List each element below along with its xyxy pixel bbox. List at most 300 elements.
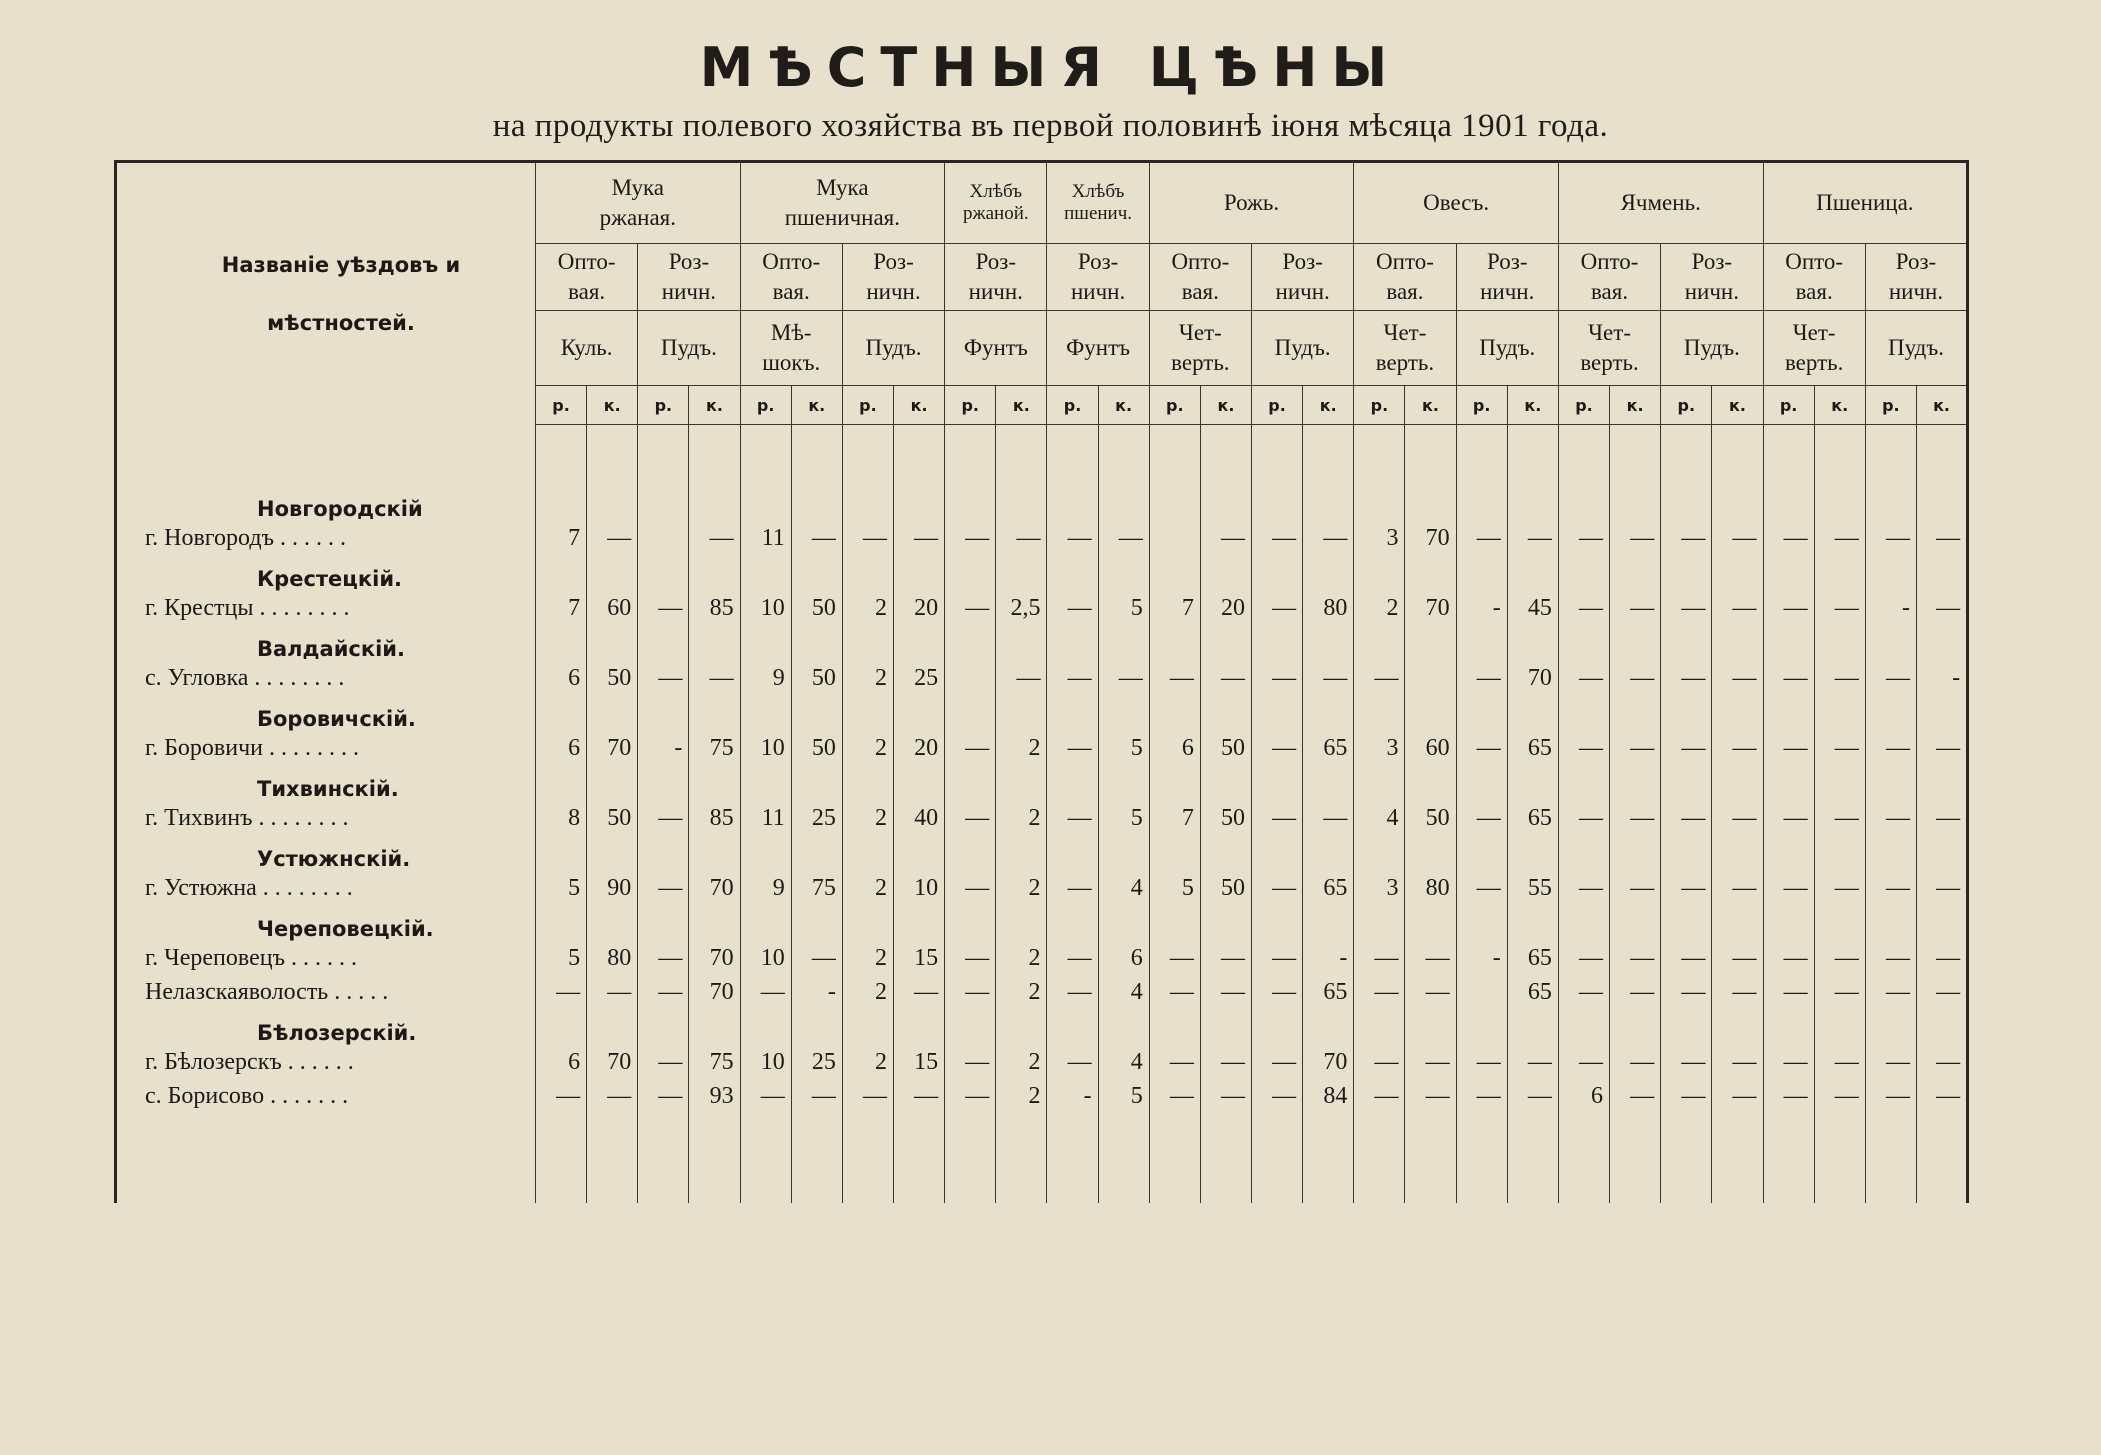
empty-cell: [536, 425, 587, 486]
empty-cell: [1405, 1009, 1456, 1045]
empty-cell: [1354, 425, 1405, 486]
empty-cell: [894, 425, 945, 486]
empty-cell: [945, 555, 996, 591]
price-cell: —: [1661, 975, 1712, 1009]
empty-cell: [740, 1009, 791, 1045]
empty-cell: [791, 425, 842, 486]
price-cell: —: [1303, 521, 1354, 555]
unit-header: Чет- верть.: [1149, 311, 1251, 386]
group-header: Мука ржаная.: [536, 162, 741, 244]
price-cell: —: [1252, 801, 1303, 835]
district-name: Валдайскій.: [116, 625, 536, 661]
price-cell: —: [1865, 975, 1916, 1009]
group-header: Хлѣбъ ржаной.: [945, 162, 1047, 244]
unit-header: Пудъ.: [1252, 311, 1354, 386]
price-cell: —: [996, 661, 1047, 695]
price-cell: 2: [842, 801, 893, 835]
sale-type-header: Роз- ничн.: [945, 244, 1047, 311]
district-name: Череповецкій.: [116, 905, 536, 941]
rk-header: р.: [945, 386, 996, 425]
price-cell: 80: [1405, 871, 1456, 905]
empty-cell: [1405, 555, 1456, 591]
price-cell: —: [1303, 661, 1354, 695]
empty-cell: [1814, 835, 1865, 871]
empty-cell: [1047, 1113, 1098, 1203]
empty-cell: [894, 835, 945, 871]
price-cell: 5: [1098, 801, 1149, 835]
price-cell: —: [1047, 871, 1098, 905]
empty-cell: [996, 765, 1047, 801]
empty-cell: [945, 1113, 996, 1203]
price-cell: 90: [587, 871, 638, 905]
empty-cell: [1610, 1113, 1661, 1203]
price-cell: —: [1916, 975, 1967, 1009]
price-cell: 75: [689, 1045, 740, 1079]
empty-cell: [1200, 905, 1251, 941]
empty-cell: [1507, 425, 1558, 486]
empty-cell: [1507, 555, 1558, 591]
price-cell: -: [1916, 661, 1967, 695]
empty-cell: [1098, 695, 1149, 731]
empty-cell: [1252, 835, 1303, 871]
price-cell: —: [1098, 521, 1149, 555]
price-cell: —: [1661, 941, 1712, 975]
price-cell: —: [894, 975, 945, 1009]
empty-cell: [791, 1009, 842, 1045]
empty-cell: [1200, 485, 1251, 521]
empty-cell: [1303, 485, 1354, 521]
empty-cell: [1456, 625, 1507, 661]
empty-cell: [1916, 1009, 1967, 1045]
price-cell: 70: [1507, 661, 1558, 695]
empty-cell: [1354, 695, 1405, 731]
price-cell: 5: [1098, 591, 1149, 625]
empty-cell: [996, 485, 1047, 521]
empty-cell: [996, 555, 1047, 591]
empty-cell: [1814, 425, 1865, 486]
empty-cell: [1200, 695, 1251, 731]
price-cell: —: [1712, 731, 1763, 765]
rk-header: р.: [1558, 386, 1609, 425]
spacer-cell: [116, 425, 536, 486]
price-cell: —: [1200, 521, 1251, 555]
price-cell: 2: [996, 1045, 1047, 1079]
sale-type-header: Опто- вая.: [536, 244, 638, 311]
price-cell: [1456, 975, 1507, 1009]
empty-cell: [945, 1009, 996, 1045]
price-cell: —: [689, 521, 740, 555]
empty-cell: [1558, 625, 1609, 661]
price-cell: —: [638, 941, 689, 975]
empty-cell: [1047, 695, 1098, 731]
price-cell: 4: [1354, 801, 1405, 835]
price-cell: 5: [1098, 731, 1149, 765]
empty-cell: [996, 835, 1047, 871]
price-cell: —: [1200, 975, 1251, 1009]
empty-cell: [791, 555, 842, 591]
price-cell: 6: [1098, 941, 1149, 975]
place-name: г. Боровичи . . . . . . . .: [116, 731, 536, 765]
price-cell: —: [1558, 1045, 1609, 1079]
empty-cell: [1763, 425, 1814, 486]
price-cell: —: [945, 521, 996, 555]
empty-cell: [996, 695, 1047, 731]
price-cell: —: [1047, 975, 1098, 1009]
empty-cell: [1252, 905, 1303, 941]
price-cell: —: [1507, 1079, 1558, 1113]
price-cell: -: [1303, 941, 1354, 975]
rk-header: р.: [842, 386, 893, 425]
price-cell: —: [1814, 591, 1865, 625]
price-cell: 50: [1200, 801, 1251, 835]
price-cell: —: [587, 521, 638, 555]
price-cell: 2: [996, 1079, 1047, 1113]
empty-cell: [1712, 555, 1763, 591]
price-cell: —: [1456, 1045, 1507, 1079]
price-cell: —: [791, 521, 842, 555]
price-cell: —: [1610, 661, 1661, 695]
price-cell: —: [1558, 731, 1609, 765]
empty-cell: [1405, 765, 1456, 801]
group-header: Рожь.: [1149, 162, 1354, 244]
rk-header: р.: [1661, 386, 1712, 425]
empty-cell: [1098, 905, 1149, 941]
page-title: МѢСТНЫЯ ЦѢНЫ: [699, 36, 1402, 99]
empty-cell: [1456, 835, 1507, 871]
price-cell: —: [1763, 871, 1814, 905]
price-cell: 65: [1507, 731, 1558, 765]
empty-cell: [1507, 1009, 1558, 1045]
empty-cell: [638, 1009, 689, 1045]
price-cell: —: [1149, 661, 1200, 695]
price-cell: 7: [1149, 801, 1200, 835]
price-cell: 11: [740, 521, 791, 555]
price-cell: 20: [1200, 591, 1251, 625]
empty-cell: [996, 1009, 1047, 1045]
empty-cell: [1661, 905, 1712, 941]
price-cell: —: [536, 1079, 587, 1113]
empty-cell: [1303, 1113, 1354, 1203]
price-cell: —: [1047, 941, 1098, 975]
price-cell: 45: [1507, 591, 1558, 625]
rk-header: к.: [1814, 386, 1865, 425]
price-cell: —: [1763, 975, 1814, 1009]
empty-cell: [842, 625, 893, 661]
price-cell: 11: [740, 801, 791, 835]
empty-cell: [1507, 695, 1558, 731]
unit-header: Мѣ- шокъ.: [740, 311, 842, 386]
price-cell: —: [1200, 1045, 1251, 1079]
empty-cell: [536, 1113, 587, 1203]
price-cell: —: [842, 1079, 893, 1113]
empty-cell: [791, 835, 842, 871]
empty-cell: [1405, 1113, 1456, 1203]
price-cell: —: [1916, 591, 1967, 625]
price-cell: —: [1610, 801, 1661, 835]
rk-header: р.: [1763, 386, 1814, 425]
empty-cell: [1763, 625, 1814, 661]
unit-header: Пудъ.: [638, 311, 740, 386]
empty-cell: [1456, 1009, 1507, 1045]
empty-cell: [1047, 905, 1098, 941]
group-header: Овесъ.: [1354, 162, 1559, 244]
price-cell: —: [1916, 941, 1967, 975]
price-cell: —: [1916, 871, 1967, 905]
empty-cell: [1507, 1113, 1558, 1203]
price-cell: -: [1456, 591, 1507, 625]
empty-cell: [1814, 555, 1865, 591]
rk-header: р.: [1456, 386, 1507, 425]
empty-cell: [791, 1113, 842, 1203]
price-cell: —: [1047, 521, 1098, 555]
empty-cell: [1610, 625, 1661, 661]
empty-cell: [1252, 485, 1303, 521]
price-cell: —: [1405, 975, 1456, 1009]
price-cell: —: [1814, 975, 1865, 1009]
empty-cell: [587, 695, 638, 731]
price-cell: —: [1047, 801, 1098, 835]
empty-cell: [1456, 695, 1507, 731]
empty-cell: [1149, 905, 1200, 941]
empty-cell: [1916, 555, 1967, 591]
price-cell: —: [1814, 1079, 1865, 1113]
price-cell: 50: [587, 801, 638, 835]
price-cell: —: [1712, 1045, 1763, 1079]
price-cell: 70: [1303, 1045, 1354, 1079]
empty-cell: [1047, 1009, 1098, 1045]
empty-cell: [1916, 835, 1967, 871]
empty-cell: [587, 905, 638, 941]
empty-cell: [1712, 1113, 1763, 1203]
price-cell: —: [1712, 871, 1763, 905]
price-cell: —: [1252, 1079, 1303, 1113]
rk-header: р.: [1047, 386, 1098, 425]
empty-cell: [1098, 425, 1149, 486]
price-cell: 50: [1200, 871, 1251, 905]
price-cell: -: [791, 975, 842, 1009]
price-cell: 2: [842, 941, 893, 975]
empty-cell: [1200, 835, 1251, 871]
empty-cell: [1763, 765, 1814, 801]
empty-cell: [1610, 555, 1661, 591]
empty-cell: [1610, 1009, 1661, 1045]
empty-cell: [587, 1113, 638, 1203]
empty-cell: [689, 1009, 740, 1045]
empty-cell: [587, 1009, 638, 1045]
price-cell: 70: [689, 941, 740, 975]
empty-cell: [1456, 555, 1507, 591]
price-cell: —: [1149, 941, 1200, 975]
price-cell: —: [740, 975, 791, 1009]
empty-cell: [1661, 765, 1712, 801]
price-cell: 20: [894, 731, 945, 765]
empty-cell: [638, 625, 689, 661]
price-cell: [1149, 521, 1200, 555]
empty-cell: [1610, 765, 1661, 801]
empty-cell: [1252, 695, 1303, 731]
empty-cell: [1661, 695, 1712, 731]
price-cell: 10: [740, 1045, 791, 1079]
empty-cell: [1610, 695, 1661, 731]
price-cell: —: [1405, 1079, 1456, 1113]
empty-cell: [1200, 765, 1251, 801]
price-cell: —: [1814, 801, 1865, 835]
price-cell: —: [1712, 801, 1763, 835]
price-cell: —: [1252, 871, 1303, 905]
empty-cell: [842, 1113, 893, 1203]
empty-cell: [1047, 485, 1098, 521]
empty-cell: [945, 835, 996, 871]
price-cell: 65: [1507, 801, 1558, 835]
empty-cell: [587, 555, 638, 591]
empty-cell: [740, 695, 791, 731]
place-name: г. Крестцы . . . . . . . .: [116, 591, 536, 625]
price-cell: 5: [536, 941, 587, 975]
empty-cell: [689, 835, 740, 871]
empty-cell: [1252, 1009, 1303, 1045]
sale-type-header: Опто- вая.: [1149, 244, 1251, 311]
empty-cell: [1252, 555, 1303, 591]
empty-cell: [1507, 485, 1558, 521]
price-cell: 60: [1405, 731, 1456, 765]
empty-cell: [1558, 425, 1609, 486]
sale-type-header: Роз- ничн.: [1865, 244, 1967, 311]
empty-cell: [689, 695, 740, 731]
price-cell: —: [1405, 941, 1456, 975]
price-cell: —: [1763, 661, 1814, 695]
empty-cell: [740, 835, 791, 871]
price-cell: 2: [842, 731, 893, 765]
empty-cell: [1047, 425, 1098, 486]
price-cell: —: [638, 975, 689, 1009]
empty-cell: [1865, 485, 1916, 521]
price-cell: —: [689, 661, 740, 695]
empty-cell: [1916, 425, 1967, 486]
price-cell: —: [1354, 1045, 1405, 1079]
place-name: г. Череповецъ . . . . . .: [116, 941, 536, 975]
empty-cell: [689, 425, 740, 486]
price-cell: 4: [1098, 1045, 1149, 1079]
empty-cell: [689, 905, 740, 941]
empty-cell: [1865, 835, 1916, 871]
empty-cell: [1558, 485, 1609, 521]
price-cell: —: [1252, 975, 1303, 1009]
price-cell: 50: [1405, 801, 1456, 835]
price-cell: —: [1916, 1045, 1967, 1079]
price-cell: 70: [1405, 521, 1456, 555]
price-cell: 10: [740, 731, 791, 765]
empty-cell: [945, 695, 996, 731]
empty-cell: [1149, 1113, 1200, 1203]
empty-cell: [1098, 625, 1149, 661]
rk-header: к.: [1712, 386, 1763, 425]
rk-header: р.: [1865, 386, 1916, 425]
price-cell: 84: [1303, 1079, 1354, 1113]
price-cell: —: [1763, 591, 1814, 625]
empty-cell: [842, 835, 893, 871]
price-cell: 6: [1558, 1079, 1609, 1113]
empty-cell: [1098, 1009, 1149, 1045]
price-cell: —: [1354, 661, 1405, 695]
empty-cell: [638, 765, 689, 801]
price-cell: —: [1610, 1079, 1661, 1113]
empty-cell: [1558, 835, 1609, 871]
price-cell: —: [1763, 1045, 1814, 1079]
price-cell: —: [1763, 1079, 1814, 1113]
empty-cell: [1303, 765, 1354, 801]
price-cell: 2,5: [996, 591, 1047, 625]
empty-cell: [536, 555, 587, 591]
empty-cell: [1149, 835, 1200, 871]
empty-cell: [1712, 1009, 1763, 1045]
sale-type-header: Роз- ничн.: [1047, 244, 1149, 311]
price-cell: 2: [842, 975, 893, 1009]
empty-cell: [638, 485, 689, 521]
price-cell: —: [1200, 1079, 1251, 1113]
group-header: Пшеница.: [1763, 162, 1968, 244]
empty-cell: [1354, 835, 1405, 871]
price-cell: —: [1712, 591, 1763, 625]
price-cell: —: [1252, 1045, 1303, 1079]
price-cell: —: [1814, 1045, 1865, 1079]
price-cell: —: [1456, 661, 1507, 695]
price-cell: —: [1865, 521, 1916, 555]
place-name: г. Новгородъ . . . . . .: [116, 521, 536, 555]
unit-header: Чет- верть.: [1763, 311, 1865, 386]
price-cell: —: [1661, 661, 1712, 695]
price-cell: 6: [1149, 731, 1200, 765]
price-cell: —: [1456, 871, 1507, 905]
empty-cell: [1814, 1113, 1865, 1203]
price-cell: —: [1456, 1079, 1507, 1113]
price-cell: —: [1865, 871, 1916, 905]
empty-cell: [1456, 905, 1507, 941]
empty-cell: [1354, 1113, 1405, 1203]
price-cell: —: [894, 521, 945, 555]
name-header: Названіе уѣздовъ и мѣстностей.: [116, 162, 536, 425]
price-cell: —: [1507, 521, 1558, 555]
empty-cell: [1763, 835, 1814, 871]
empty-cell: [1507, 625, 1558, 661]
price-cell: —: [1865, 731, 1916, 765]
empty-cell: [638, 695, 689, 731]
empty-cell: [1763, 555, 1814, 591]
price-cell: 6: [536, 731, 587, 765]
empty-cell: [1610, 485, 1661, 521]
empty-cell: [1916, 765, 1967, 801]
price-cell: —: [1916, 1079, 1967, 1113]
price-cell: —: [1047, 731, 1098, 765]
empty-cell: [842, 1009, 893, 1045]
empty-cell: [1916, 695, 1967, 731]
rk-header: р.: [1149, 386, 1200, 425]
price-cell: 10: [740, 941, 791, 975]
empty-cell: [740, 555, 791, 591]
empty-cell: [1865, 765, 1916, 801]
price-cell: -: [638, 731, 689, 765]
price-cell: 2: [996, 801, 1047, 835]
price-cell: —: [1610, 1045, 1661, 1079]
empty-cell: [894, 1009, 945, 1045]
empty-cell: [740, 905, 791, 941]
price-cell: —: [1712, 661, 1763, 695]
empty-cell: [1149, 425, 1200, 486]
empty-cell: [536, 625, 587, 661]
district-name: Новгородскій: [116, 485, 536, 521]
empty-cell: [1865, 425, 1916, 486]
price-cell: —: [1252, 661, 1303, 695]
price-cell: —: [1763, 731, 1814, 765]
